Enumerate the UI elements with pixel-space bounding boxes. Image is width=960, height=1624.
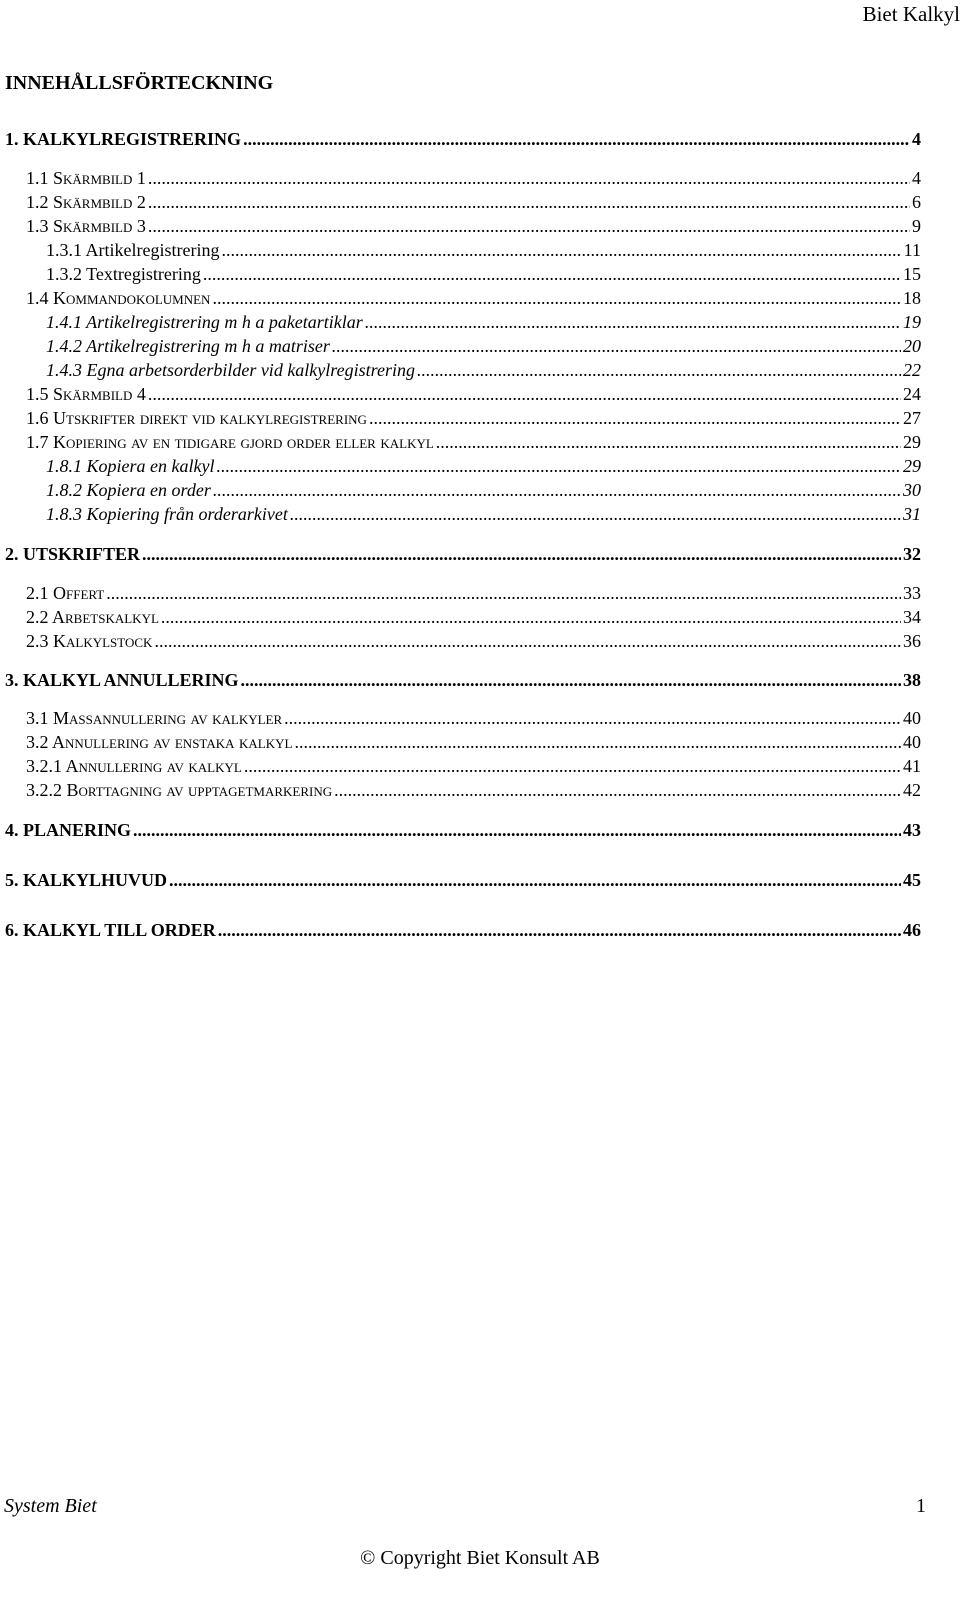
footer-system-name: System Biet <box>4 1495 97 1517</box>
toc-title: INNEHÅLLSFÖRTECKNING <box>5 72 274 94</box>
page-number: 1 <box>916 1495 926 1517</box>
toc-entry[interactable]: 1.8.1 Kopiera en kalkyl ..... 29 <box>46 455 921 477</box>
toc-entry[interactable]: 1.4 Kommandokolumnen ..... 18 <box>26 287 921 309</box>
toc-entry[interactable]: 5. KALKYLHUVUD ..... 45 <box>5 869 921 891</box>
toc-entry[interactable]: 2.1 Offert ..... 33 <box>26 582 921 604</box>
toc-entry[interactable]: 1.6 Utskrifter direkt vid kalkylregistrering ..... 27 <box>26 407 921 429</box>
toc-entry[interactable]: 2. UTSKRIFTER ..... 32 <box>5 543 921 565</box>
toc-entry[interactable]: 3.2.2 Borttagning av upptagetmarkering ..... 42 <box>26 779 921 801</box>
toc-entry[interactable]: 2.2 Arbetskalkyl ..... 34 <box>26 606 921 628</box>
toc-entry[interactable]: 1.3 Skärmbild 3 ..... 9 <box>26 215 921 237</box>
copyright-notice: © Copyright Biet Konsult AB <box>360 1547 600 1569</box>
toc-entry[interactable]: 1.7 Kopiering av en tidigare gjord order eller kalkyl ..... 29 <box>26 431 921 453</box>
toc-entry[interactable]: 1.4.1 Artikelregistrering m h a paketartiklar ..... 19 <box>46 311 921 333</box>
toc-entry[interactable]: 1.3.1 Artikelregistrering ..... 11 <box>46 239 921 261</box>
toc-entry[interactable]: 2.3 Kalkylstock ..... 36 <box>26 630 921 652</box>
toc-entry[interactable]: 1.5 Skärmbild 4 ..... 24 <box>26 383 921 405</box>
toc-entry[interactable]: 4. PLANERING ..... 43 <box>5 819 921 841</box>
toc-entry[interactable]: 1.4.3 Egna arbetsorderbilder vid kalkylregistrering ..... 22 <box>46 359 921 381</box>
toc-entry[interactable]: 1.3.2 Textregistrering ..... 15 <box>46 263 921 285</box>
toc-entry[interactable]: 6. KALKYL TILL ORDER ..... 46 <box>5 919 921 941</box>
toc-entry[interactable]: 1.1 Skärmbild 1 ..... 4 <box>26 167 921 189</box>
toc-entry[interactable]: 3.2 Annullering av enstaka kalkyl ..... 40 <box>26 731 921 753</box>
toc-entry[interactable]: 1.4.2 Artikelregistrering m h a matriser ..... 20 <box>46 335 921 357</box>
toc-entry[interactable]: 3.1 Massannullering av kalkyler ..... 40 <box>26 707 921 729</box>
toc-entry[interactable]: 1. KALKYLREGISTRERING ..... 4 <box>5 128 921 150</box>
toc-entry[interactable]: 3.2.1 Annullering av kalkyl ..... 41 <box>26 755 921 777</box>
toc-entry[interactable]: 1.8.2 Kopiera en order ..... 30 <box>46 479 921 501</box>
toc-entry[interactable]: 1.8.3 Kopiering från orderarkivet ..... 31 <box>46 503 921 525</box>
running-header: Biet Kalkyl <box>862 2 960 26</box>
toc-entry[interactable]: 1.2 Skärmbild 2 ..... 6 <box>26 191 921 213</box>
toc-entry[interactable]: 3. KALKYL ANNULLERING ..... 38 <box>5 669 921 691</box>
